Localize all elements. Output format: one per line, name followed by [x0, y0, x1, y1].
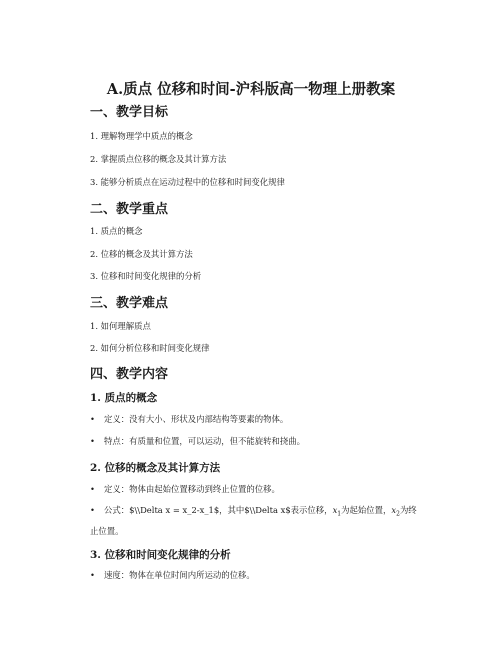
list-item: 2. 掌握质点位移的概念及其计算方法 [90, 154, 227, 164]
subsection-heading-particle: 1. 质点的概念 [90, 392, 158, 404]
section-heading-objectives: 一、教学目标 [90, 105, 169, 120]
bullet-item: • 特点：有质量和位置，可以运动，但不能旋转和挠曲。 [90, 433, 420, 450]
bullet-glyph: • [90, 570, 95, 580]
formula-text-mid: 为起始位置， [341, 505, 392, 515]
section-heading-key-points: 二、教学重点 [90, 202, 169, 217]
math-x2: $x_2$ [391, 505, 400, 518]
bullet-item: • 定义：没有大小、形状及内部结构等要素的物体。 [90, 411, 420, 428]
list-item: 3. 能够分析质点在运动过程中的位移和时间变化规律 [90, 177, 285, 187]
bullet-glyph: • [90, 436, 95, 446]
list-item: 1. 如何理解质点 [90, 321, 151, 331]
formula-bullet-item [90, 502, 420, 540]
document-title: A.质点 位移和时间-沪科版高一物理上册教案 [106, 81, 396, 98]
list-item: 3. 位移和时间变化规律的分析 [90, 271, 202, 281]
section-heading-content: 四、教学内容 [90, 367, 169, 382]
subsection-heading-analysis: 3. 位移和时间变化规律的分析 [90, 549, 231, 561]
list-item: 1. 理解物理学中质点的概念 [90, 131, 193, 141]
bullet-item: • 速度：物体在单位时间内所运动的位移。 [90, 567, 420, 584]
bullet-glyph: • [90, 505, 95, 515]
bullet-glyph: • [90, 484, 95, 494]
bullet-glyph: • [90, 414, 95, 424]
section-heading-difficulties: 三、教学难点 [90, 296, 169, 311]
list-item: 2. 如何分析位移和时间变化规律 [90, 343, 210, 353]
formula-text-suffix: 为终止位置。 [90, 505, 417, 536]
bullet-item: • 定义：物体由起始位置移动到终止位置的位移。 [90, 481, 420, 498]
list-item: 1. 质点的概念 [90, 226, 143, 236]
subsection-heading-displacement: 2. 位移的概念及其计算方法 [90, 462, 221, 474]
formula-text-prefix: 公式：$\\Delta x = x_2-x_1$，其中$\\Delta x$表示位移， [104, 505, 333, 515]
math-x1: $x_1$ [332, 505, 342, 518]
list-item: 2. 位移的概念及其计算方法 [90, 249, 193, 259]
